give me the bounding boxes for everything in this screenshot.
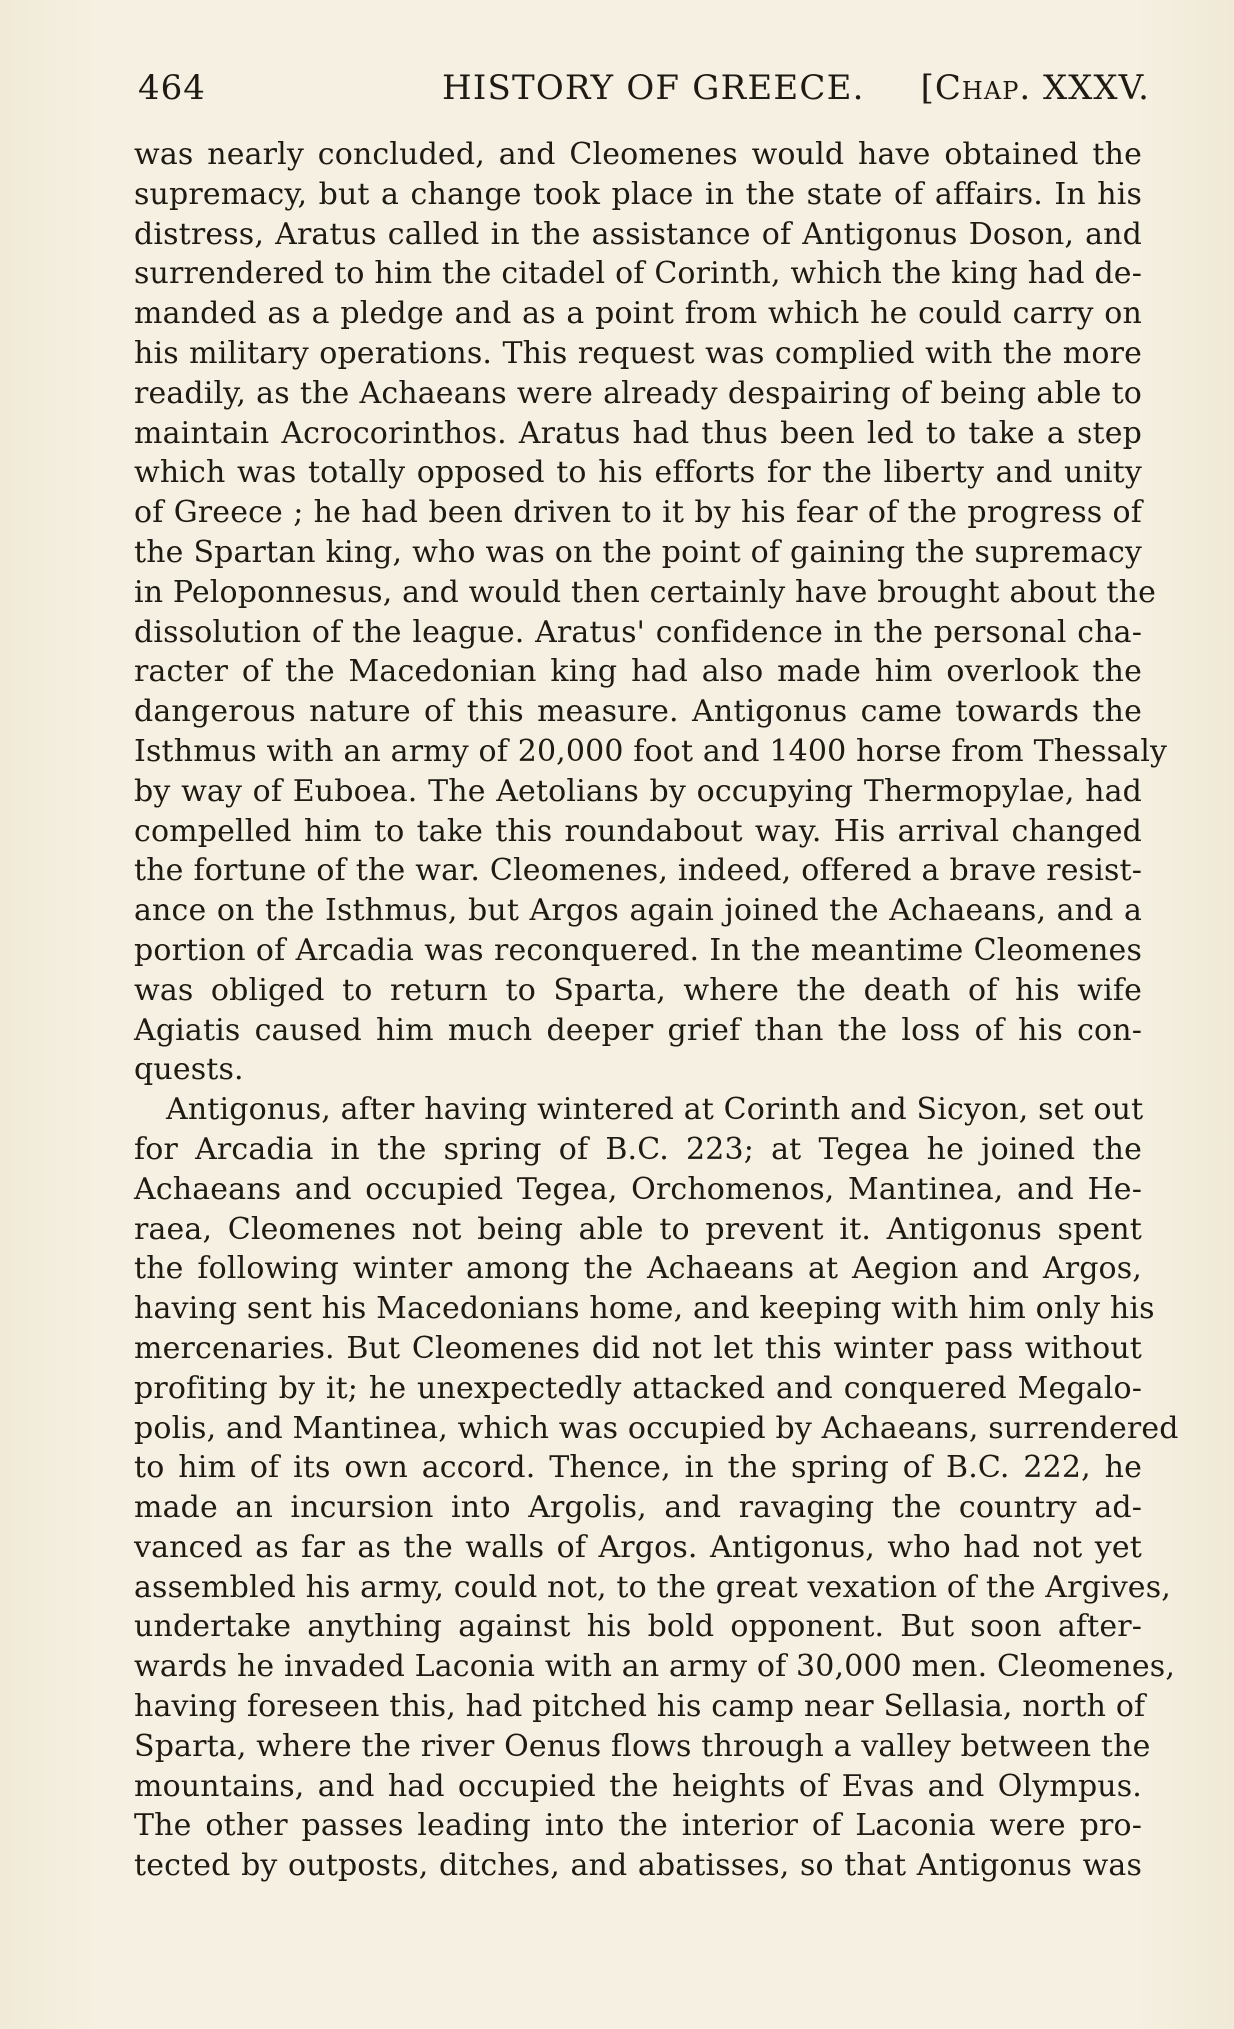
text-line: surrendered to him the citadel of Corinth, which the king had de- — [134, 256, 1142, 292]
text-line: undertake anything against his bold opponent. But soon after- — [134, 1609, 1142, 1645]
text-line: Isthmus with an army of 20,000 foot and 1400 horse from Thessaly — [134, 733, 1168, 769]
text-line: portion of Arcadia was reconquered. In the meantime Cleomenes — [134, 932, 1142, 968]
text-line: to him of its own accord. Thence, in the spring of B.C. 222, he — [134, 1450, 1142, 1486]
text-line: having foreseen this, had pitched his camp near Sellasia, north of — [134, 1689, 1146, 1725]
text-line: the Spartan king, who was on the point of gaining the supremacy — [134, 534, 1142, 570]
text-line: having sent his Macedonians home, and keeping with him only his — [134, 1291, 1155, 1327]
text-line: ance on the Isthmus, but Argos again joined the Achaeans, and a — [134, 893, 1142, 929]
running-header — [138, 62, 1150, 114]
text-line: manded as a pledge and as a point from which he could carry on — [134, 296, 1142, 332]
text-line: wards he invaded Laconia with an army of 30,000 men. Cleomenes, — [134, 1649, 1176, 1685]
text-line: racter of the Macedonian king had also made him overlook the — [134, 654, 1142, 690]
text-line: which was totally opposed to his efforts for the liberty and unity — [134, 455, 1142, 491]
text-line: in Peloponnesus, and would then certainly have brought about the — [134, 574, 1156, 610]
text-line: Sparta, where the river Oenus flows through a valley between the — [134, 1728, 1151, 1764]
text-line: dissolution of the league. Aratus' confidence in the personal cha- — [134, 614, 1142, 650]
text-line: vanced as far as the walls of Argos. Antigonus, who had not yet — [134, 1529, 1142, 1565]
text-line: made an incursion into Argolis, and ravaging the country ad- — [134, 1490, 1142, 1526]
text-line: was nearly concluded, and Cleomenes would have obtained the — [134, 137, 1142, 172]
running-title: HISTORY OF GREECE. — [442, 68, 865, 108]
chapter-reference: [Chap. XXXV. — [920, 68, 1150, 108]
text-line: tected by outposts, ditches, and abatisses, so that Antigonus was — [134, 1848, 1142, 1884]
text-line: The other passes leading into the interior of Laconia were pro- — [134, 1808, 1142, 1844]
text-line: for Arcadia in the spring of B.C. 223; at Tegea he joined the — [134, 1131, 1142, 1167]
text-line: dangerous nature of this measure. Antigonus came towards the — [134, 694, 1142, 730]
text-line: his military operations. This request was complied with the more — [134, 335, 1142, 371]
text-line: distress, Aratus called in the assistance of Antigonus Doson, and — [134, 216, 1142, 252]
text-line: readily, as the Achaeans were already despairing of being able to — [134, 375, 1142, 411]
text-line: by way of Euboea. The Aetolians by occupying Thermopylae, had — [134, 773, 1142, 809]
page-number: 464 — [138, 68, 206, 108]
text-line: profiting by it; he unexpectedly attacked and conquered Megalo- — [134, 1370, 1142, 1406]
body-text — [134, 135, 1179, 1886]
text-line: the fortune of the war. Cleomenes, indeed, offered a brave resist- — [134, 853, 1142, 889]
text-line: the following winter among the Achaeans at Aegion and Argos, — [134, 1251, 1142, 1287]
text-line: maintain Acrocorinthos. Aratus had thus been led to take a step — [134, 415, 1142, 451]
text-line: raea, Cleomenes not being able to prevent it. Antigonus spent — [134, 1211, 1142, 1247]
text-line: Agiatis caused him much deeper grief than the loss of his con- — [134, 1012, 1142, 1048]
paragraph-end-line: quests. — [134, 1052, 244, 1088]
text-line: compelled him to take this roundabout way. His arrival changed — [134, 813, 1142, 849]
text-line: polis, and Mantinea, which was occupied by Achaeans, surrendered — [134, 1410, 1179, 1446]
text-line: assembled his army, could not, to the great vexation of the Argives, — [134, 1569, 1171, 1605]
text-line: mountains, and had occupied the heights of Evas and Olympus. — [134, 1768, 1142, 1804]
text-line: was obliged to return to Sparta, where the death of his wife — [134, 972, 1142, 1008]
text-line: mercenaries. But Cleomenes did not let this winter pass without — [134, 1330, 1142, 1366]
paragraph-start-line: Antigonus, after having wintered at Corinth and Sicyon, set out — [166, 1092, 1144, 1128]
text-line: Achaeans and occupied Tegea, Orchomenos, Mantinea, and He- — [134, 1171, 1142, 1207]
text-line: supremacy, but a change took place in the state of affairs. In his — [134, 176, 1142, 212]
text-line: of Greece ; he had been driven to it by his fear of the progress of — [134, 495, 1142, 531]
